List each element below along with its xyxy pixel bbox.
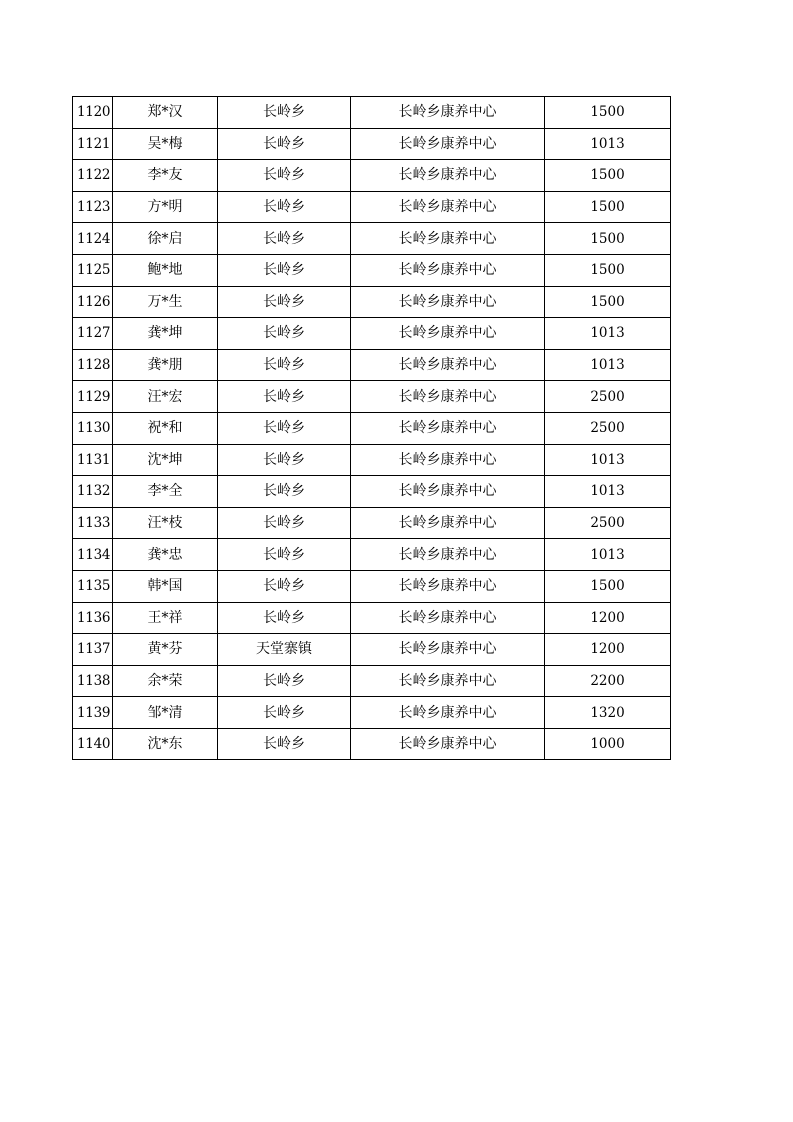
name-cell: 王*祥 [113,602,218,634]
amount-cell: 2500 [545,381,671,413]
row-number-cell: 1134 [73,539,113,571]
table-body [73,97,671,760]
institution-cell: 长岭乡康养中心 [351,286,545,318]
township-cell: 长岭乡 [218,444,351,476]
institution-cell: 长岭乡康养中心 [351,318,545,350]
institution-cell: 长岭乡康养中心 [351,444,545,476]
amount-cell: 2500 [545,507,671,539]
table-row [73,318,671,350]
table-row [73,412,671,444]
table-row [73,539,671,571]
row-number-cell: 1129 [73,381,113,413]
township-cell: 长岭乡 [218,665,351,697]
row-number-cell: 1130 [73,412,113,444]
township-cell: 长岭乡 [218,97,351,129]
name-cell: 韩*国 [113,570,218,602]
amount-cell: 1013 [545,539,671,571]
institution-cell: 长岭乡康养中心 [351,349,545,381]
table-row [73,444,671,476]
township-cell: 长岭乡 [218,507,351,539]
amount-cell: 1500 [545,97,671,129]
township-cell: 长岭乡 [218,381,351,413]
amount-cell: 2200 [545,665,671,697]
name-cell: 方*明 [113,191,218,223]
row-number-cell: 1139 [73,697,113,729]
name-cell: 吴*梅 [113,128,218,160]
township-cell: 长岭乡 [218,728,351,760]
row-number-cell: 1132 [73,476,113,508]
row-number-cell: 1137 [73,634,113,666]
table-row [73,223,671,255]
amount-cell: 1500 [545,191,671,223]
table-row [73,728,671,760]
table-row [73,507,671,539]
row-number-cell: 1121 [73,128,113,160]
table-row [73,634,671,666]
institution-cell: 长岭乡康养中心 [351,476,545,508]
table-row [73,254,671,286]
amount-cell: 1013 [545,128,671,160]
row-number-cell: 1126 [73,286,113,318]
name-cell: 李*友 [113,160,218,192]
township-cell: 长岭乡 [218,223,351,255]
row-number-cell: 1120 [73,97,113,129]
amount-cell: 1000 [545,728,671,760]
name-cell: 龚*忠 [113,539,218,571]
name-cell: 汪*宏 [113,381,218,413]
row-number-cell: 1131 [73,444,113,476]
table-row [73,602,671,634]
name-cell: 沈*坤 [113,444,218,476]
township-cell: 长岭乡 [218,286,351,318]
amount-cell: 1013 [545,349,671,381]
name-cell: 万*生 [113,286,218,318]
row-number-cell: 1140 [73,728,113,760]
institution-cell: 长岭乡康养中心 [351,507,545,539]
name-cell: 邹*清 [113,697,218,729]
institution-cell: 长岭乡康养中心 [351,570,545,602]
table-row [73,349,671,381]
institution-cell: 长岭乡康养中心 [351,728,545,760]
row-number-cell: 1127 [73,318,113,350]
institution-cell: 长岭乡康养中心 [351,697,545,729]
amount-cell: 1500 [545,254,671,286]
name-cell: 龚*朋 [113,349,218,381]
row-number-cell: 1122 [73,160,113,192]
table-row [73,476,671,508]
institution-cell: 长岭乡康养中心 [351,223,545,255]
township-cell: 长岭乡 [218,697,351,729]
row-number-cell: 1133 [73,507,113,539]
institution-cell: 长岭乡康养中心 [351,665,545,697]
table-row [73,570,671,602]
institution-cell: 长岭乡康养中心 [351,128,545,160]
township-cell: 长岭乡 [218,412,351,444]
table-row [73,697,671,729]
township-cell: 长岭乡 [218,191,351,223]
row-number-cell: 1125 [73,254,113,286]
table-row [73,381,671,413]
township-cell: 长岭乡 [218,128,351,160]
institution-cell: 长岭乡康养中心 [351,97,545,129]
name-cell: 黄*芬 [113,634,218,666]
table-row [73,286,671,318]
amount-cell: 1500 [545,160,671,192]
row-number-cell: 1123 [73,191,113,223]
name-cell: 李*全 [113,476,218,508]
township-cell: 天堂寨镇 [218,634,351,666]
name-cell: 徐*启 [113,223,218,255]
table-row [73,128,671,160]
row-number-cell: 1135 [73,570,113,602]
township-cell: 长岭乡 [218,602,351,634]
row-number-cell: 1124 [73,223,113,255]
table-row [73,97,671,129]
amount-cell: 1500 [545,570,671,602]
data-table [72,96,671,760]
table-row [73,160,671,192]
name-cell: 鲍*地 [113,254,218,286]
name-cell: 祝*和 [113,412,218,444]
amount-cell: 1013 [545,318,671,350]
institution-cell: 长岭乡康养中心 [351,412,545,444]
institution-cell: 长岭乡康养中心 [351,602,545,634]
amount-cell: 1320 [545,697,671,729]
institution-cell: 长岭乡康养中心 [351,160,545,192]
name-cell: 龚*坤 [113,318,218,350]
township-cell: 长岭乡 [218,160,351,192]
amount-cell: 1500 [545,286,671,318]
amount-cell: 1200 [545,602,671,634]
amount-cell: 1013 [545,444,671,476]
township-cell: 长岭乡 [218,349,351,381]
row-number-cell: 1128 [73,349,113,381]
amount-cell: 1500 [545,223,671,255]
township-cell: 长岭乡 [218,476,351,508]
township-cell: 长岭乡 [218,254,351,286]
table-row [73,191,671,223]
name-cell: 汪*枝 [113,507,218,539]
institution-cell: 长岭乡康养中心 [351,254,545,286]
institution-cell: 长岭乡康养中心 [351,381,545,413]
institution-cell: 长岭乡康养中心 [351,191,545,223]
name-cell: 沈*东 [113,728,218,760]
amount-cell: 2500 [545,412,671,444]
table-row [73,665,671,697]
row-number-cell: 1138 [73,665,113,697]
institution-cell: 长岭乡康养中心 [351,634,545,666]
township-cell: 长岭乡 [218,539,351,571]
township-cell: 长岭乡 [218,318,351,350]
name-cell: 余*荣 [113,665,218,697]
name-cell: 郑*汉 [113,97,218,129]
amount-cell: 1200 [545,634,671,666]
amount-cell: 1013 [545,476,671,508]
institution-cell: 长岭乡康养中心 [351,539,545,571]
row-number-cell: 1136 [73,602,113,634]
township-cell: 长岭乡 [218,570,351,602]
